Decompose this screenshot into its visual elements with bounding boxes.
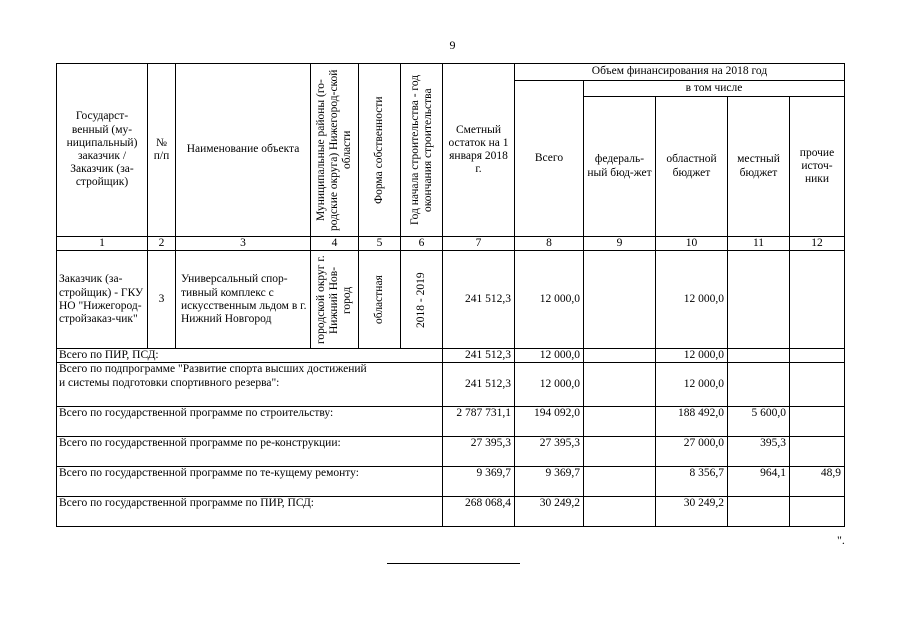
summary-label: Всего по государственной программе по строительству:: [57, 407, 443, 437]
col-number: 8: [515, 237, 584, 251]
header-ownership: [359, 64, 401, 237]
header-regional: областной бюджет: [656, 97, 728, 237]
header-num: № п/п: [148, 64, 176, 237]
summary-federal: [584, 497, 656, 527]
summary-other: [790, 363, 845, 407]
project-ownership: [359, 251, 401, 349]
col-number: 1: [57, 237, 148, 251]
summary-other: 48,9: [790, 467, 845, 497]
summary-label: Всего по государственной программе по ре-конструкции:: [57, 437, 443, 467]
project-other: [790, 251, 845, 349]
header-financing: Объем финансирования на 2018 год: [515, 64, 845, 81]
summary-local: 395,3: [728, 437, 790, 467]
summary-total: 30 249,2: [515, 497, 584, 527]
col-number: 11: [728, 237, 790, 251]
summary-local: [728, 497, 790, 527]
summary-other: [790, 437, 845, 467]
col-number: 6: [401, 237, 443, 251]
header-object: Наименование объекта: [176, 64, 311, 237]
col-number: 7: [443, 237, 515, 251]
project-federal: [584, 251, 656, 349]
summary-local: [728, 363, 790, 407]
header-ownership-text: Форма собственности: [373, 96, 386, 204]
summary-other: [790, 497, 845, 527]
summary-label: Всего по ПИР, ПСД:: [57, 349, 443, 363]
summary-regional: 8 356,7: [656, 467, 728, 497]
summary-regional: 188 492,0: [656, 407, 728, 437]
col-number: 10: [656, 237, 728, 251]
project-ownership-text: областная: [373, 275, 386, 325]
header-row-1: [57, 64, 845, 81]
summary-federal: [584, 363, 656, 407]
project-years: [401, 251, 443, 349]
project-balance: 241 512,3: [443, 251, 515, 349]
summary-other: [790, 349, 845, 363]
header-federal: федераль-ный бюд-жет: [584, 97, 656, 237]
summary-federal: [584, 437, 656, 467]
summary-other: [790, 407, 845, 437]
summary-balance: 27 395,3: [443, 437, 515, 467]
summary-label: Всего по государственной программе по те-кущему ремонту:: [57, 467, 443, 497]
col-number: 9: [584, 237, 656, 251]
header-customer: Государст-венный (му-ниципальный) заказчик / Заказчик (за-стройщик): [57, 64, 148, 237]
header-district-text: Муниципальные районы (го-родские округа) Нижегород-ской области: [315, 69, 353, 231]
project-customer: Заказчик (за-стройщик) - ГКУ НО "Нижегород-стройзаказ-чик": [57, 251, 148, 349]
column-number-row: [57, 237, 845, 251]
col-number: 2: [148, 237, 176, 251]
closing-quote-mark: ".: [837, 533, 845, 547]
summary-local: [728, 349, 790, 363]
header-balance: Сметный остаток на 1 января 2018 г.: [443, 64, 515, 237]
summary-total: 194 092,0: [515, 407, 584, 437]
summary-regional: 27 000,0: [656, 437, 728, 467]
summary-local: 5 600,0: [728, 407, 790, 437]
project-local: [728, 251, 790, 349]
page-number: 9: [449, 38, 456, 52]
project-total: 12 000,0: [515, 251, 584, 349]
summary-balance: 2 787 731,1: [443, 407, 515, 437]
summary-balance: 9 369,7: [443, 467, 515, 497]
project-district-text: городской округ г. Нижний Нов-город: [315, 255, 353, 345]
table-row: [57, 407, 845, 437]
header-district: [311, 64, 359, 237]
col-number: 3: [176, 237, 311, 251]
summary-total: 12 000,0: [515, 363, 584, 407]
table-row: [57, 497, 845, 527]
summary-local: 964,1: [728, 467, 790, 497]
summary-balance: 241 512,3: [443, 349, 515, 363]
header-including: в том числе: [584, 81, 845, 97]
table-row: [57, 437, 845, 467]
summary-total: 12 000,0: [515, 349, 584, 363]
project-regional: 12 000,0: [656, 251, 728, 349]
project-num: 3: [148, 251, 176, 349]
summary-federal: [584, 349, 656, 363]
summary-label: Всего по государственной программе по ПИР, ПСД:: [57, 497, 443, 527]
col-number: 4: [311, 237, 359, 251]
table-row: [57, 363, 845, 407]
header-total: Всего: [515, 81, 584, 237]
summary-federal: [584, 467, 656, 497]
summary-regional: 12 000,0: [656, 363, 728, 407]
summary-total: 9 369,7: [515, 467, 584, 497]
project-district: [311, 251, 359, 349]
table-row: [57, 349, 845, 363]
header-local: местный бюджет: [728, 97, 790, 237]
summary-regional: 30 249,2: [656, 497, 728, 527]
summary-balance: 268 068,4: [443, 497, 515, 527]
summary-total: 27 395,3: [515, 437, 584, 467]
table-row-project: [57, 251, 845, 349]
summary-regional: 12 000,0: [656, 349, 728, 363]
project-years-text: 2018 - 2019: [415, 271, 428, 328]
financing-table: [56, 63, 845, 527]
summary-balance: 241 512,3: [443, 363, 515, 407]
header-years: [401, 64, 443, 237]
header-other: прочие источ-ники: [790, 97, 845, 237]
col-number: 5: [359, 237, 401, 251]
table-row: [57, 467, 845, 497]
summary-federal: [584, 407, 656, 437]
summary-label: Всего по подпрограмме "Развитие спорта высших достижений и системы подготовки спортивного резерва":: [57, 363, 443, 407]
col-number: 12: [790, 237, 845, 251]
header-years-text: Год начала строительства - год окончания строительства: [408, 74, 434, 226]
project-object: Универсальный спор-тивный комплекс с искусственным льдом в г. Нижний Новгород: [176, 251, 311, 349]
separator-line: [387, 563, 520, 564]
